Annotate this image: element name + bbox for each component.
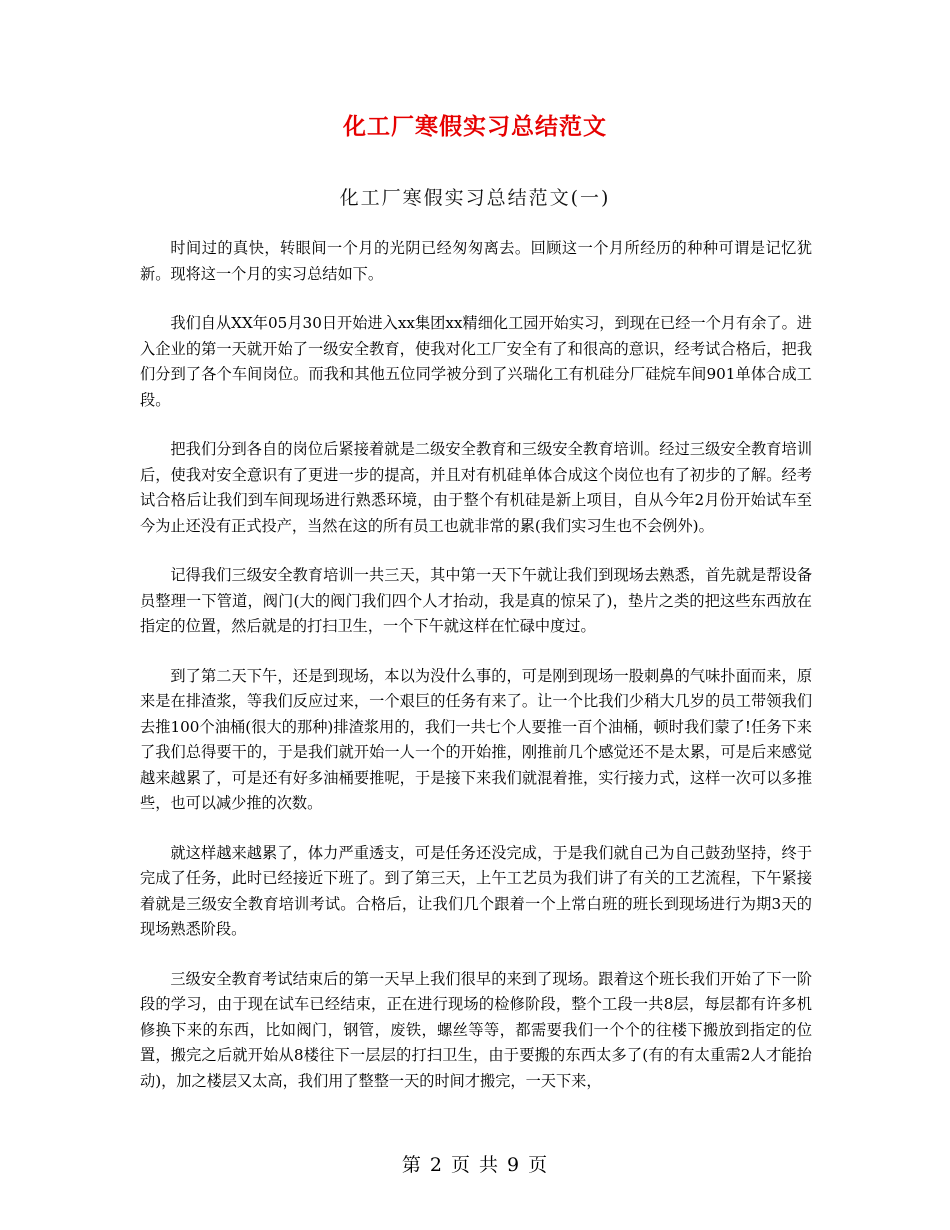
document-body	[140, 236, 812, 1118]
paragraph-6: 就这样越来越累了，体力严重透支，可是任务还没完成，于是我们就自己为自己鼓劲坚持，终于完成了任务，此时已经接近下班了。到了第三天，上午工艺员为我们讲了有关的工艺流程，下午紧接着就是三级安全教育培训考试。合格后，让我们几个跟着一个上常白班的班长到现场进行为期3天的现场熟悉阶段。	[140, 843, 812, 938]
page-label-suffix: 页	[528, 1154, 549, 1176]
page-number-footer	[0, 1150, 950, 1177]
total-pages-number: 9	[507, 1154, 521, 1176]
paragraph-2: 我们自从XX年05月30日开始进入xx集团xx精细化工园开始实习，到现在已经一个月有余了。进入企业的第一天就开始了一级安全教育，使我对化工厂安全有了和很高的意识，经考试合格后，把我们分到了各个车间岗位。而我和其他五位同学被分到了兴瑞化工有机硅分厂硅烷车间901单体合成工段。	[140, 314, 812, 409]
paragraph-4: 记得我们三级安全教育培训一共三天，其中第一天下午就让我们到现场去熟悉，首先就是帮设备员整理一下管道，阀门(大的阀门我们四个人才抬动，我是真的惊呆了)，垫片之类的把这些东西放在指定的位置，然后就是的打扫卫生，一个下午就这样在忙碌中度过。	[140, 566, 812, 635]
document-title: 化工厂寒假实习总结范文	[343, 113, 607, 140]
page-label-mid: 页	[450, 1154, 471, 1176]
paragraph-3: 把我们分到各自的岗位后紧接着就是二级安全教育和三级安全教育培训。经过三级安全教育培训后，使我对安全意识有了更进一步的提高，并且对有机硅单体合成这个岗位也有了初步的了解。经考试合格后让我们到车间现场进行熟悉环境，由于整个有机硅是新上项目，自从今年2月份开始试车至今为止还没有正式投产，当然在这的所有员工也就非常的累(我们实习生也不会例外)。	[140, 440, 812, 535]
current-page-number: 2	[429, 1154, 443, 1176]
paragraph-7: 三级安全教育考试结束后的第一天早上我们很早的来到了现场。跟着这个班长我们开始了下一阶段的学习，由于现在试车已经结束，正在进行现场的检修阶段，整个工段一共8层，每层都有许多机修换下来的东西，比如阀门，钢管，废铁，螺丝等等，都需要我们一个个的往楼下搬放到指定的位置，搬完之后就开始从8楼往下一层层的打扫卫生，由于要搬的东西太多了(有的有太重需2人才能抬动)，加之楼层又太高，我们用了整整一天的时间才搬完，一天下来，	[140, 969, 812, 1090]
page-label-prefix: 第	[401, 1154, 422, 1176]
total-label: 共	[479, 1154, 500, 1176]
section-subtitle: 化工厂寒假实习总结范文(一)	[339, 187, 611, 209]
paragraph-5: 到了第二天下午，还是到现场，本以为没什么事的，可是刚到现场一股刺鼻的气味扑面而来，原来是在排渣浆，等我们反应过来，一个艰巨的任务有来了。让一个比我们少稍大几岁的员工带领我们去推100个油桶(很大的那种)排渣浆用的，我们一共七个人要推一百个油桶，顿时我们蒙了!任务下来了我们总得要干的，于是我们就开始一人一个的开始推，刚推前几个感觉还不是太累，可是后来感觉越来越累了，可是还有好多油桶要推呢，于是接下来我们就混着推，实行接力式，这样一次可以多推些，也可以减少推的次数。	[140, 666, 812, 812]
paragraph-1: 时间过的真快，转眼间一个月的光阴已经匆匆离去。回顾这一个月所经历的种种可谓是记忆犹新。现将这一个月的实习总结如下。	[140, 239, 812, 283]
